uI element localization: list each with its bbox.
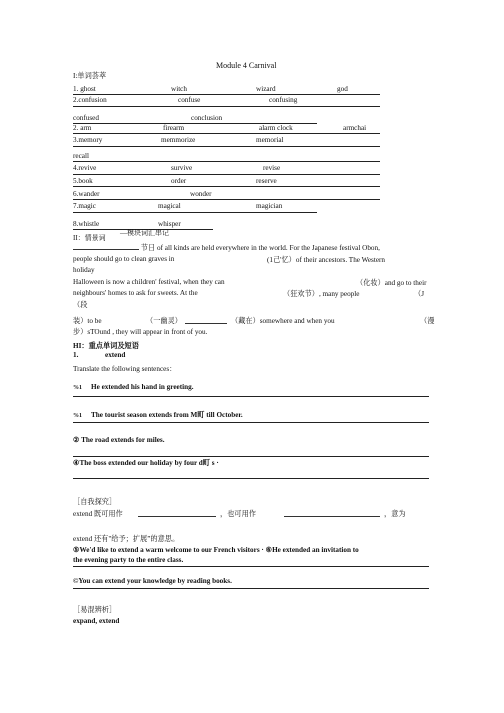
extend-meaning: extend 还有"给予；扩展”的意思。	[73, 535, 180, 543]
word-cell: confused	[73, 114, 99, 122]
sentence-5-cont: the evening party to the entire class.	[73, 556, 184, 564]
context-text: （藏在）somewhere and when you	[231, 317, 335, 325]
row-divider	[73, 212, 317, 213]
keyword-extend: extend	[105, 351, 126, 359]
word-cell: memmorize	[161, 136, 196, 144]
answer-line[interactable]	[73, 456, 429, 457]
context-line-6: （段	[73, 301, 88, 309]
fill-blank[interactable]	[138, 509, 216, 517]
section-heading-context	[73, 233, 106, 243]
answer-line[interactable]	[73, 588, 429, 589]
context-text: （化妆）and go to their	[356, 279, 427, 287]
context-text: 节日 of all kinds are held everywhere in the world. For the Japanese festival Obon,	[140, 244, 380, 252]
context-line-2	[73, 255, 174, 263]
explore-line	[73, 509, 123, 519]
section-heading-keywords: HI：重点单词及短语	[73, 342, 139, 350]
word-cell: order	[171, 177, 187, 185]
word-cell: 5.book	[73, 177, 93, 185]
explore-text: ，也可用作	[220, 510, 256, 518]
word-cell: magician	[256, 202, 283, 210]
sentence-3	[73, 435, 165, 444]
context-line-7	[73, 316, 102, 326]
explore-text: ，意为	[384, 510, 406, 518]
row-divider	[73, 174, 380, 175]
word-cell: recall	[73, 152, 89, 160]
word-cell: firearm	[163, 124, 185, 132]
fill-blank[interactable]	[73, 249, 139, 250]
sentence-7: ©You can extend your knowledge by reading books.	[73, 577, 232, 585]
context-text: （一幽灵）	[146, 317, 182, 325]
sentence-text: He extended his hand in greeting.	[91, 383, 194, 391]
context-text: （J	[414, 290, 424, 298]
sentence-marker: %1	[73, 385, 82, 391]
word-cell: revise	[263, 164, 281, 172]
sentence-text: The tourist season extends from M町 till October.	[91, 411, 243, 419]
fill-blank[interactable]	[284, 509, 380, 517]
row-divider	[73, 199, 380, 200]
section2-label: II：情景词	[73, 234, 106, 242]
sentence-5: ⑤We'd like to extend a warm welcome to our French visitors · ⑥He extended an invitation to	[73, 546, 359, 554]
word-cell: witch	[171, 85, 187, 93]
word-cell: survive	[171, 164, 193, 172]
word-cell: 7.magic	[73, 202, 96, 210]
word-cell: wizard	[256, 85, 276, 93]
word-cell: armchai	[343, 124, 367, 132]
context-text: （漫	[420, 317, 435, 325]
word-cell: conclusion	[191, 114, 223, 122]
word-cell: wonder	[190, 190, 212, 198]
word-cell: memorial	[256, 136, 284, 144]
sentence-4	[73, 458, 219, 468]
word-cell: alarm clock	[259, 124, 293, 132]
word-cell: magical	[158, 202, 181, 210]
sentence-text: ④The boss extended our holiday by four d町 s ·	[73, 459, 219, 467]
answer-line[interactable]	[73, 422, 429, 423]
answer-line[interactable]	[73, 396, 429, 397]
context-line-5: neighbours' homes to ask for sweets. At the	[73, 289, 198, 297]
context-line-1	[73, 243, 380, 253]
explore-label: ［自我探究］	[73, 498, 117, 506]
row-divider	[73, 146, 380, 147]
section2-subtitle: —模块词汇串记	[120, 229, 169, 237]
context-text: 装）to be	[73, 317, 102, 325]
fill-blank[interactable]	[185, 316, 227, 324]
context-text: （狂欢节）, many people	[283, 290, 360, 298]
word-cell: confusing	[269, 96, 298, 104]
word-cell: 6.wander	[73, 190, 100, 198]
sentence-text: ② The road extends for miles.	[73, 436, 165, 444]
row-divider	[73, 186, 380, 187]
word-cell: 1. ghost	[73, 85, 96, 93]
word-cell: god	[337, 85, 348, 93]
word-cell: confuse	[178, 96, 201, 104]
row-divider	[73, 106, 380, 107]
context-text: people should go to clean graves in	[73, 255, 175, 263]
section-heading-vocab: I:单词荟萃	[73, 72, 107, 80]
context-line-4: Halloween is now a children' festival, when they can	[73, 278, 225, 286]
row-divider	[73, 161, 380, 162]
row-divider	[73, 94, 380, 95]
sentence-marker: %1	[73, 413, 82, 419]
confuse-words: expand, extend	[73, 617, 120, 625]
item-number: 1.	[73, 351, 79, 359]
confuse-label: ［易混辨析］	[73, 606, 117, 614]
word-cell: 8.whistle	[73, 220, 100, 228]
word-cell: 2.confusion	[73, 96, 107, 104]
word-cell: 3.memory	[73, 136, 103, 144]
context-line-3: holiday	[73, 266, 95, 274]
context-text: (1己'忆）of their ancestors. The Western	[267, 256, 386, 264]
row-divider	[73, 133, 380, 134]
answer-line[interactable]	[73, 566, 429, 567]
answer-line[interactable]	[73, 478, 429, 479]
translate-instruction: Translate the following sentences：	[73, 365, 177, 373]
word-cell: 4.revive	[73, 164, 97, 172]
sentence-1	[73, 383, 194, 391]
page-title: Module 4 Carnival	[216, 61, 277, 70]
explore-text: extend 既可用作	[73, 510, 123, 518]
word-cell: reserve	[256, 177, 277, 185]
context-line-8: 步）sTOund , they will appear in front of you.	[73, 328, 208, 336]
sentence-2	[73, 410, 243, 420]
word-cell: 2. arm	[73, 124, 92, 132]
word-cell: whisper	[158, 220, 181, 228]
